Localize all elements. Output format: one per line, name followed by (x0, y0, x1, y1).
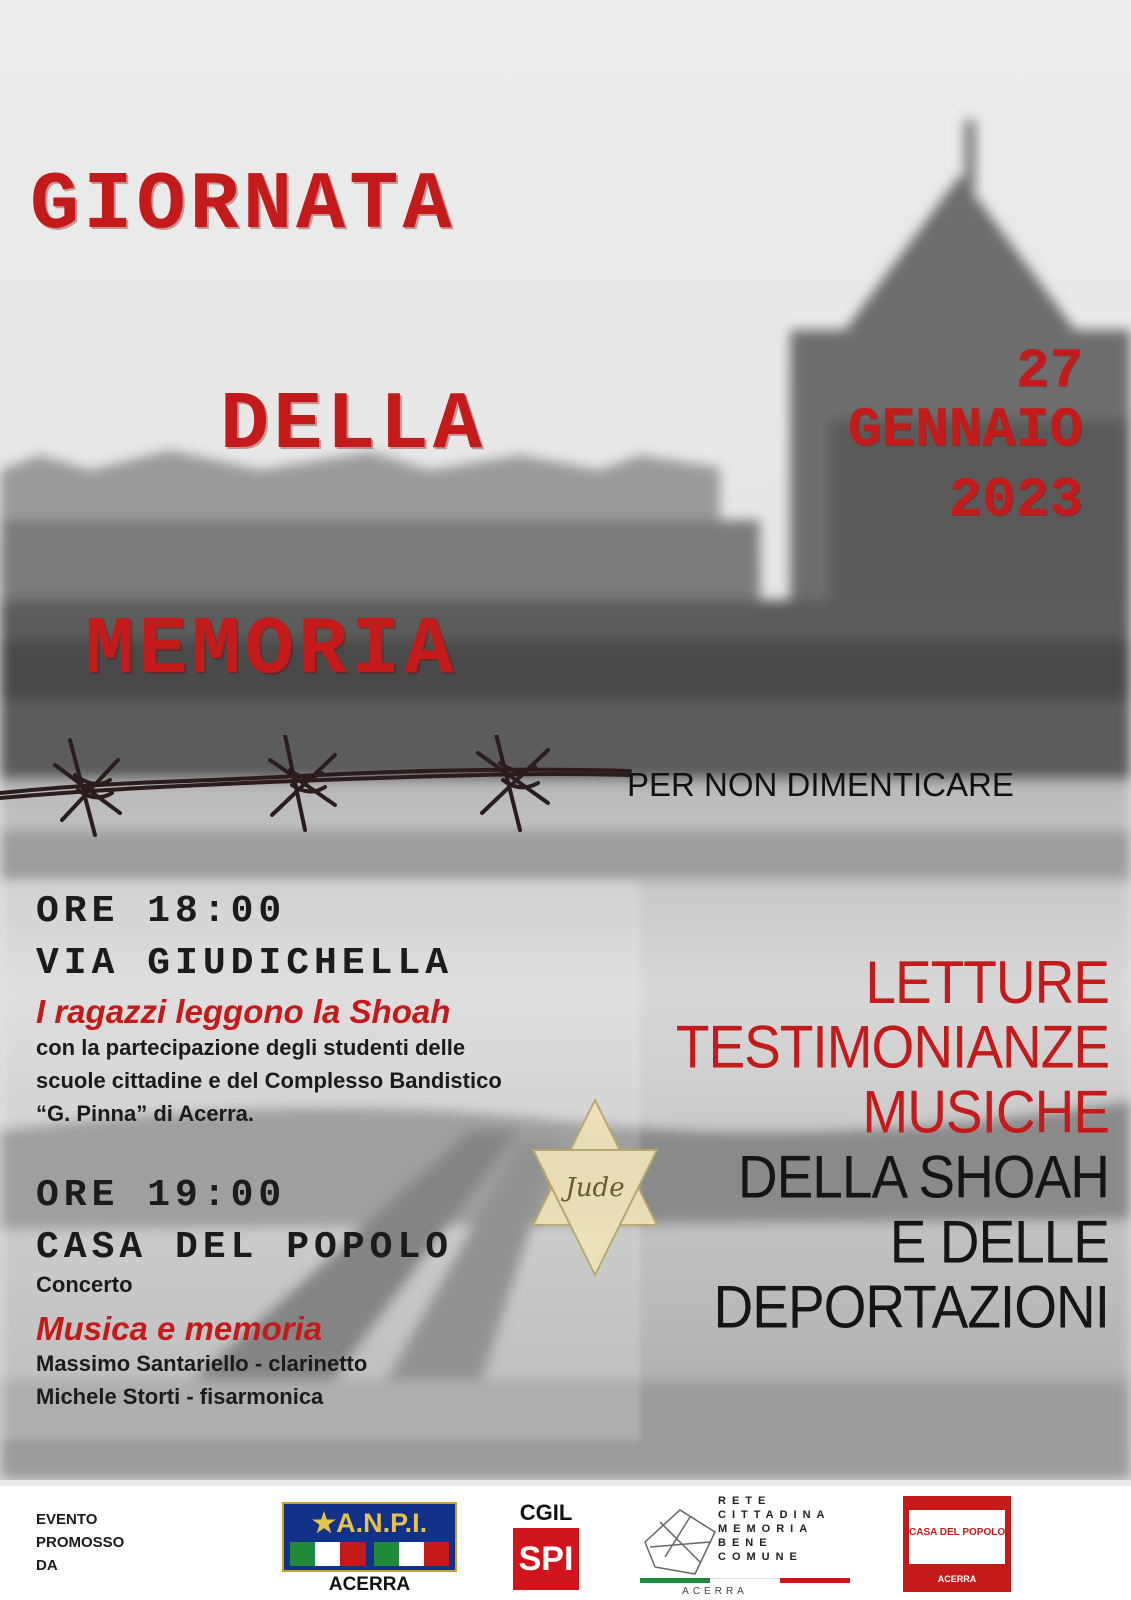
title-line-1: GIORNATA (30, 159, 456, 252)
event1-place: VIA GIUDICHELLA (36, 942, 454, 985)
highlight-dark: DELLA SHOAH (737, 1142, 1109, 1211)
highlight-red: TESTIMONIANZE (675, 1012, 1109, 1081)
date-month: GENNAIO (847, 398, 1083, 462)
highlight-red: MUSICHE (862, 1077, 1109, 1146)
date-day: 27 (1015, 339, 1083, 403)
rete-line: BENE (718, 1537, 773, 1549)
rete-line: COMUNE (718, 1551, 803, 1563)
anpi-logo (282, 1502, 457, 1594)
date-year: 2023 (948, 468, 1083, 532)
anpi-city: ACERRA (328, 1574, 411, 1595)
highlight-dark: E DELLE (889, 1207, 1109, 1276)
event1-desc-line: “G. Pinna” di Acerra. (36, 1101, 255, 1126)
promoted-line: PROMOSSO (36, 1534, 125, 1551)
highlights-list (549, 947, 1109, 1341)
event2-performers (36, 1347, 367, 1413)
highlight-red: LETTURE (865, 947, 1109, 1016)
event1-description (36, 1031, 502, 1130)
rete-line: MEMORIA (718, 1523, 814, 1535)
event1-time: ORE 18:00 (36, 890, 287, 933)
event2-place: CASA DEL POPOLO (36, 1226, 454, 1269)
rete-city: ACERRA (682, 1586, 748, 1597)
star-text: Jude (565, 1173, 625, 1203)
highlight-dark: DEPORTAZIONI (713, 1272, 1109, 1341)
casa-del-popolo-logo (903, 1496, 1011, 1592)
star-icon: ★ (311, 1508, 337, 1538)
performer: Massimo Santariello - clarinetto (36, 1351, 368, 1376)
cgil-text: CGIL (519, 1500, 573, 1525)
promoted-by (36, 1508, 124, 1577)
event1-desc-line: scuole cittadine e del Complesso Bandistico (36, 1068, 502, 1093)
event1-desc-line: con la partecipazione degli studenti delle (36, 1035, 466, 1060)
cgil-spi-logo (513, 1500, 579, 1594)
performer: Michele Storti - fisarmonica (36, 1384, 324, 1409)
rete-line: RETE (718, 1495, 772, 1507)
event1-name: I ragazzi leggono la Shoah (36, 993, 451, 1030)
anpi-name: A.N.P.I. (336, 1508, 428, 1538)
event2-type: Concerto (36, 1272, 133, 1297)
promoted-line: DA (36, 1557, 58, 1574)
promoted-line: EVENTO (36, 1511, 98, 1528)
event2-time: ORE 19:00 (36, 1174, 287, 1217)
title-line-3: MEMORIA (85, 604, 458, 697)
rete-cittadina-logo (640, 1494, 860, 1598)
footer (0, 1486, 1131, 1600)
event2-name: Musica e memoria (36, 1310, 323, 1347)
casa-title: CASA DEL POPOLO (909, 1527, 1006, 1538)
rete-line: CITTADINA (718, 1509, 831, 1521)
city-map-icon (640, 1502, 720, 1582)
title-line-2: DELLA (220, 379, 487, 472)
tagline: PER NON DIMENTICARE (627, 766, 1014, 803)
barbed-wire-icon (0, 735, 640, 845)
spi-text: SPI (513, 1528, 579, 1590)
casa-city: ACERRA (937, 1574, 977, 1584)
